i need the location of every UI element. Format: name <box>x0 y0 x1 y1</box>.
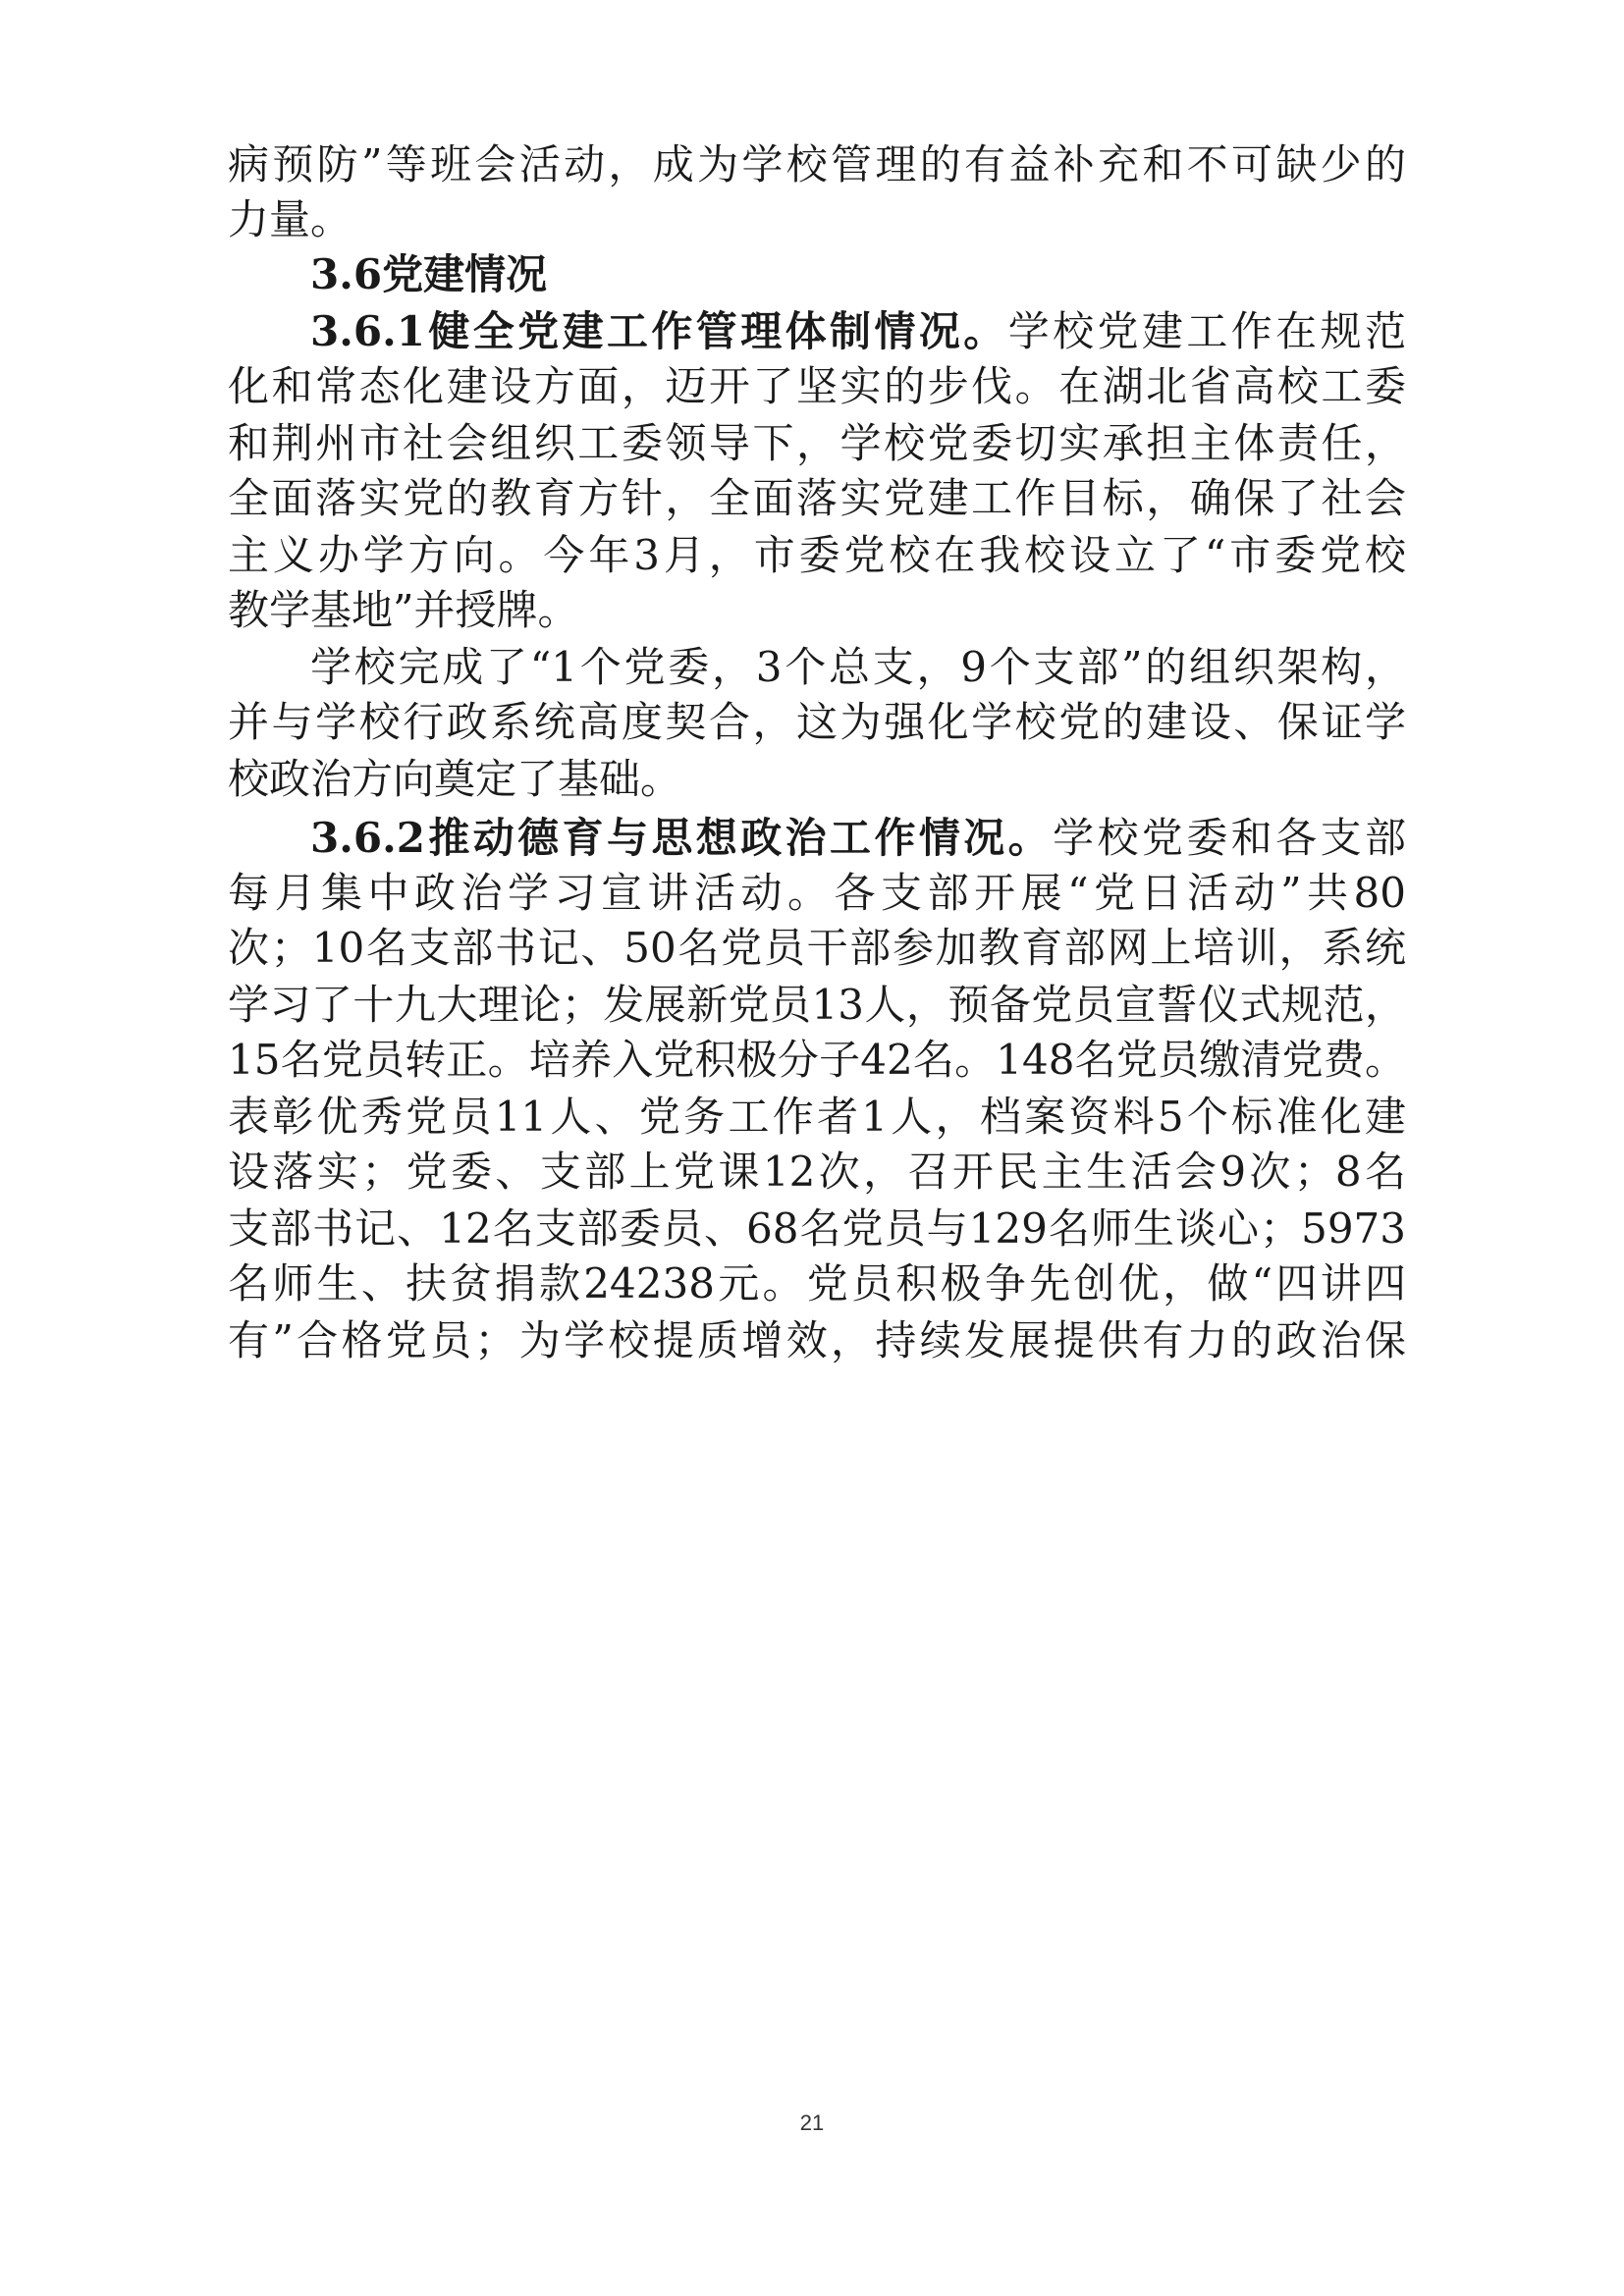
paragraph-line: 化和常态化建设方面，迈开了坚实的步伐。在湖北省高校工委 <box>228 362 1406 410</box>
paragraph-line: 和荆州市社会组织工委领导下，学校党委切实承担主体责任， <box>228 419 1406 467</box>
paragraph-line: 病预防”等班会活动，成为学校管理的有益补充和不可缺少的 <box>228 140 1406 188</box>
paragraph-line: 校政治方向奠定了基础。 <box>228 755 682 803</box>
section-heading <box>228 247 1406 302</box>
paragraph-line: 设落实；党委、支部上党课12次，召开民主生活会9次；8名 <box>228 1148 1406 1196</box>
paragraph-first-line: 学校完成了“1个党委，3个总支，9个支部”的组织架构， <box>310 643 1406 691</box>
paragraph-first-line <box>310 304 1406 359</box>
paragraph-text: 学校党建工作在规范 <box>1007 307 1406 355</box>
paragraph-line: 教学基地”并授牌。 <box>228 586 579 634</box>
subsection-title: 3.6.2推动德育与思想政治工作情况。 <box>310 814 1054 862</box>
paragraph-line: 15名党员转正。培养入党积极分子42名。148名党员缴清党费。 <box>228 1036 1406 1084</box>
paragraph-line: 表彰优秀党员11人、党务工作者1人，档案资料5个标准化建 <box>228 1093 1406 1141</box>
paragraph-first-line <box>310 811 1406 866</box>
page-number: 21 <box>799 2110 825 2135</box>
paragraph-line: 并与学校行政系统高度契合，这为强化学校党的建设、保证学 <box>228 698 1406 746</box>
paragraph-line: 次；10名支部书记、50名党员干部参加教育部网上培训，系统 <box>228 924 1406 972</box>
paragraph-line: 学习了十九大理论；发展新党员13人，预备党员宣誓仪式规范， <box>228 981 1406 1029</box>
paragraph-line: 力量。 <box>228 195 352 243</box>
paragraph-line: 有”合格党员；为学校提质增效，持续发展提供有力的政治保 <box>228 1316 1406 1364</box>
section-heading-text: 3.6党建情况 <box>310 250 548 298</box>
paragraph-line: 支部书记、12名支部委员、68名党员与129名师生谈心；5973 <box>228 1204 1406 1253</box>
paragraph-line: 每月集中政治学习宣讲活动。各支部开展“党日活动”共80 <box>228 869 1406 917</box>
paragraph-text: 学校党委和各支部 <box>1053 814 1406 862</box>
paragraph-line: 主义办学方向。今年3月，市委党校在我校设立了“市委党校 <box>228 531 1406 579</box>
subsection-title: 3.6.1健全党建工作管理体制情况。 <box>310 307 1008 355</box>
paragraph-line: 全面落实党的教育方针，全面落实党建工作目标，确保了社会 <box>228 474 1406 522</box>
paragraph-line: 名师生、扶贫捐款24238元。党员积极争先创优，做“四讲四 <box>228 1259 1406 1308</box>
